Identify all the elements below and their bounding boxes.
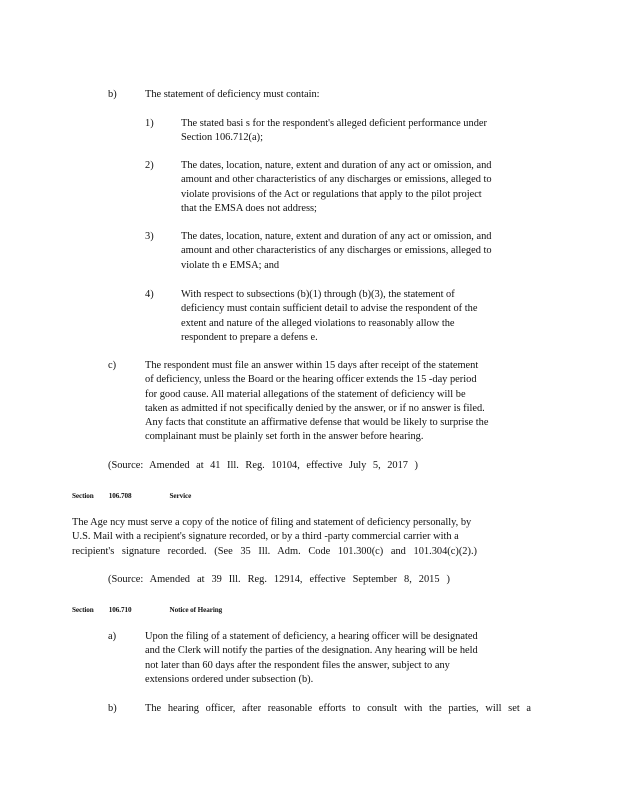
- item-3-text: [181, 230, 542, 273]
- source-note-1: (Source: Amended at 41 Ill. Reg. 10104, effective July 5, 2017 ): [108, 460, 418, 471]
- section-title: Service: [169, 491, 192, 500]
- text-line: amount and other characteristics of any discharges or emissions, alleged to: [181, 174, 492, 186]
- item-2-marker: 2): [145, 160, 154, 171]
- subsection-b-710-text: [145, 702, 531, 716]
- item-1-marker: 1): [145, 118, 154, 129]
- text-line: and the Clerk will notify the parties of the designation. Any hearing will be held: [145, 645, 478, 657]
- text-line: With respect to subsections (b)(1) through (b)(3), the statement of: [181, 289, 455, 300]
- text-line: The dates, location, nature, extent and duration of any act or omission, and: [181, 160, 492, 171]
- item-3-marker: 3): [145, 231, 154, 242]
- text-line: that the EMSA does not address;: [181, 202, 317, 214]
- subsection-c-marker: c): [108, 360, 117, 371]
- text-line: recipient's signature recorded. (See 35 Ill. Adm. Code 101.300(c) and 101.304(c)(2).): [72, 545, 477, 557]
- text-line: for good cause. All material allegations of the statement of deficiency will be: [145, 388, 466, 400]
- section-label: Section: [72, 605, 94, 614]
- text-line: deficiency must contain sufficient detail to advise the respondent of the: [181, 303, 478, 315]
- text-line: violate th e EMSA; and: [181, 259, 280, 271]
- text-line: Section 106.712(a);: [181, 132, 263, 144]
- section-label: Section: [72, 491, 94, 500]
- text-line: The respondent must file an answer within 15 days after receipt of the statement: [145, 360, 479, 371]
- section-106-708-heading: [72, 489, 192, 503]
- text-line: Upon the filing of a statement of deficiency, a hearing officer will be designated: [145, 631, 478, 642]
- text-line: of deficiency, unless the Board or the hearing officer extends the 15 -day period: [145, 374, 477, 386]
- item-4-text: [181, 288, 524, 345]
- text-line: The stated basi s for the respondent's alleged deficient performance under: [181, 118, 487, 129]
- subsection-a-710-marker: a): [108, 631, 117, 642]
- text-line: complainant must be plainly set forth in the answer before hearing.: [145, 431, 424, 443]
- item-2-text: [181, 159, 542, 216]
- section-number: 106.710: [108, 605, 132, 614]
- service-paragraph: [72, 516, 533, 559]
- text-line: The hearing officer, after reasonable efforts to consult with the parties, will set a: [145, 703, 531, 714]
- text-line: respondent to prepare a defens e.: [181, 331, 318, 343]
- subsection-b-710-marker: b): [108, 703, 117, 714]
- item-1-text: [181, 117, 529, 146]
- text-line: taken as admitted if not specifically denied by the answer, or if no answer is filed.: [145, 402, 485, 414]
- subsection-c-text: [145, 359, 543, 445]
- subsection-b-text: The statement of deficiency must contain:: [145, 89, 320, 100]
- text-line: The Age ncy must serve a copy of the notice of filing and statement of deficiency personally, by: [72, 517, 472, 528]
- text-line: violate provisions of the Act or regulations that apply to the pilot project: [181, 188, 482, 200]
- text-line: not later than 60 days after the respondent files the answer, subject to any: [145, 659, 450, 671]
- subsection-a-710-text: [145, 630, 524, 687]
- section-106-710-heading: [72, 603, 223, 617]
- text-line: Any facts that constitute an affirmative defense that would be likely to surprise the: [145, 417, 489, 429]
- section-title: Notice of Hearing: [169, 605, 223, 614]
- source-note-2: (Source: Amended at 39 Ill. Reg. 12914, effective September 8, 2015 ): [108, 574, 450, 585]
- text-line: The dates, location, nature, extent and duration of any act or omission, and: [181, 231, 492, 242]
- section-number: 106.708: [108, 491, 132, 500]
- text-line: extent and nature of the alleged violations to reasonably allow the: [181, 317, 455, 329]
- item-4-marker: 4): [145, 289, 154, 300]
- text-line: U.S. Mail with a recipient's signature recorded, or by a third -party commercial carrier with a: [72, 531, 459, 543]
- text-line: amount and other characteristics of any discharges or emissions, alleged to: [181, 245, 492, 257]
- subsection-b-marker: b): [108, 89, 117, 100]
- text-line: extensions ordered under subsection (b).: [145, 673, 314, 685]
